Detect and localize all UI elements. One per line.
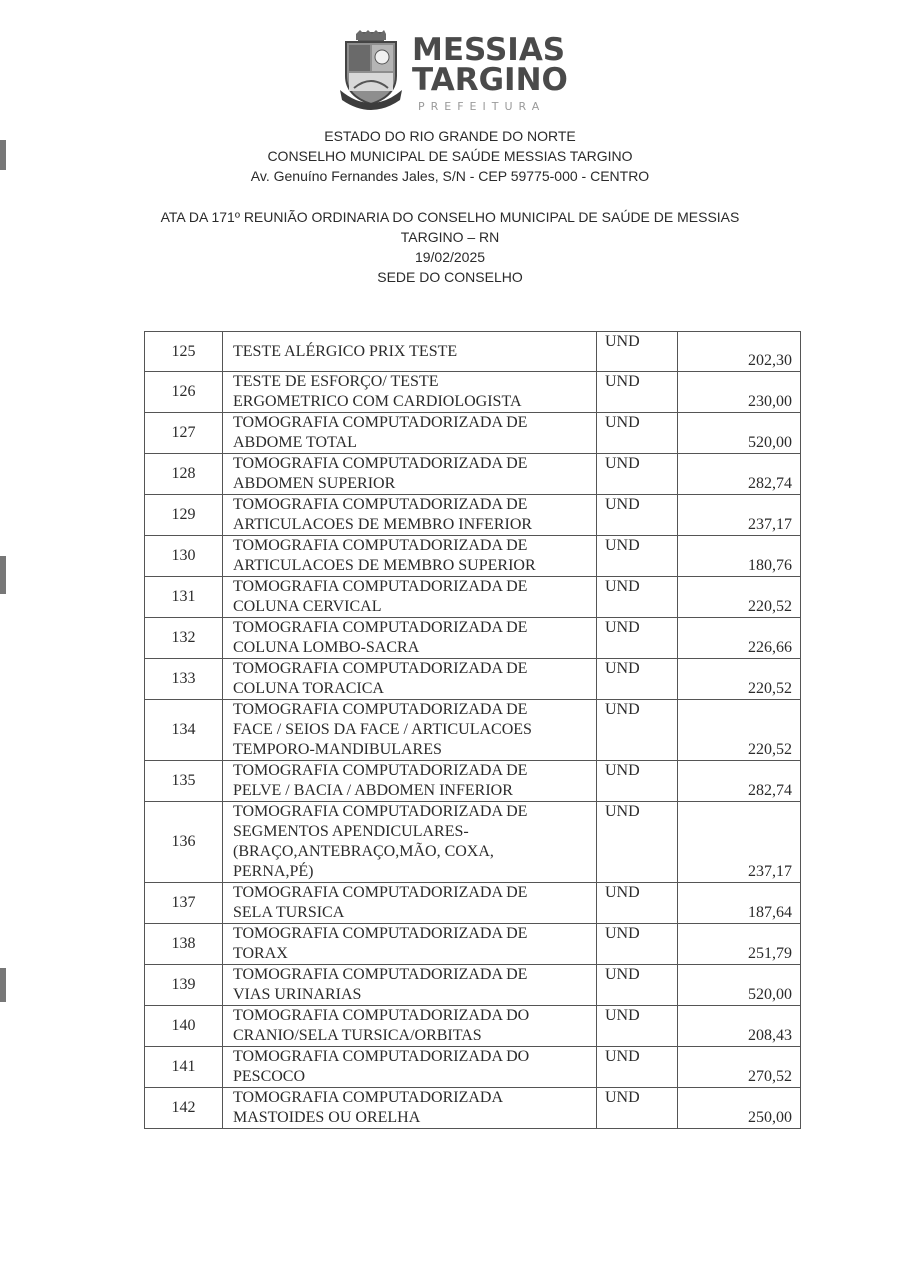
item-unit: UND xyxy=(597,659,678,700)
item-description-line: TOMOGRAFIA COMPUTADORIZADA DE xyxy=(233,803,528,820)
item-description-line: TOMOGRAFIA COMPUTADORIZADA DE xyxy=(233,537,528,554)
table-row xyxy=(145,413,801,454)
item-unit: UND xyxy=(597,454,678,495)
item-unit: UND xyxy=(597,802,678,883)
table-row xyxy=(145,372,801,413)
table-row xyxy=(145,454,801,495)
table-row xyxy=(145,536,801,577)
council-name: CONSELHO MUNICIPAL DE SAÚDE MESSIAS TARGINO xyxy=(267,148,633,164)
item-description-line: TOMOGRAFIA COMPUTADORIZADA DE xyxy=(233,660,528,677)
table-row xyxy=(145,495,801,536)
item-number: 129 xyxy=(145,495,223,536)
logo-text-targino: TARGINO xyxy=(412,62,568,98)
table-row xyxy=(145,924,801,965)
item-value: 180,76 xyxy=(678,536,801,577)
item-unit: UND xyxy=(597,495,678,536)
item-number: 128 xyxy=(145,454,223,495)
item-description-line: SELA TURSICA xyxy=(233,904,345,921)
item-description-line: ERGOMETRICO COM CARDIOLOGISTA xyxy=(233,393,522,410)
item-number: 130 xyxy=(145,536,223,577)
item-description-line: TOMOGRAFIA COMPUTADORIZADA DE xyxy=(233,455,528,472)
item-unit: UND xyxy=(597,577,678,618)
item-description xyxy=(223,924,597,965)
item-number: 133 xyxy=(145,659,223,700)
item-description-line: TOMOGRAFIA COMPUTADORIZADA DE xyxy=(233,414,528,431)
item-number: 137 xyxy=(145,883,223,924)
item-description-line: ARTICULACOES DE MEMBRO INFERIOR xyxy=(233,516,533,533)
item-description-line: PELVE / BACIA / ABDOMEN INFERIOR xyxy=(233,782,513,799)
item-description-line: TESTE ALÉRGICO PRIX TESTE xyxy=(233,342,458,360)
item-unit: UND xyxy=(597,1006,678,1047)
item-value: 520,00 xyxy=(678,965,801,1006)
state-name: ESTADO DO RIO GRANDE DO NORTE xyxy=(324,128,576,144)
item-value: 187,64 xyxy=(678,883,801,924)
logo-text-prefeitura: PREFEITURA xyxy=(418,100,546,113)
item-description-line: SEGMENTOS APENDICULARES- xyxy=(233,823,469,840)
table-row xyxy=(145,700,801,761)
institution-header xyxy=(0,126,900,186)
item-value: 208,43 xyxy=(678,1006,801,1047)
table-row xyxy=(145,761,801,802)
item-number: 127 xyxy=(145,413,223,454)
item-unit: UND xyxy=(597,761,678,802)
item-description xyxy=(223,577,597,618)
item-unit: UND xyxy=(597,618,678,659)
table-row xyxy=(145,883,801,924)
item-description xyxy=(223,495,597,536)
item-unit: UND xyxy=(597,536,678,577)
item-description-line: ARTICULACOES DE MEMBRO SUPERIOR xyxy=(233,557,536,574)
meeting-place: SEDE DO CONSELHO xyxy=(377,269,523,285)
item-unit: UND xyxy=(597,883,678,924)
item-value: 282,74 xyxy=(678,761,801,802)
item-description-line: TOMOGRAFIA COMPUTADORIZADA xyxy=(233,1089,503,1106)
item-description xyxy=(223,1047,597,1088)
item-description-line: COLUNA LOMBO-SACRA xyxy=(233,639,420,656)
item-number: 138 xyxy=(145,924,223,965)
table-row xyxy=(145,659,801,700)
item-value: 202,30 xyxy=(678,332,801,372)
price-table-body xyxy=(145,332,801,1129)
item-description-line: TOMOGRAFIA COMPUTADORIZADA DO xyxy=(233,1007,530,1024)
item-description-line: ABDOME TOTAL xyxy=(233,434,357,451)
item-description xyxy=(223,536,597,577)
price-table xyxy=(144,331,801,1129)
item-description xyxy=(223,700,597,761)
item-description-line: PERNA,PÉ) xyxy=(233,863,314,880)
item-description-line: COLUNA CERVICAL xyxy=(233,598,382,615)
prefeitura-logo xyxy=(338,30,568,116)
table-row xyxy=(145,1006,801,1047)
item-description xyxy=(223,372,597,413)
item-number: 125 xyxy=(145,332,223,372)
item-number: 134 xyxy=(145,700,223,761)
item-description xyxy=(223,965,597,1006)
item-description-line: TOMOGRAFIA COMPUTADORIZADA DE xyxy=(233,925,528,942)
item-description-line: TESTE DE ESFORÇO/ TESTE xyxy=(233,373,439,390)
item-value: 237,17 xyxy=(678,495,801,536)
council-address: Av. Genuíno Fernandes Jales, S/N - CEP 59775-000 - CENTRO xyxy=(250,168,650,184)
item-description-line: TOMOGRAFIA COMPUTADORIZADA DE xyxy=(233,884,528,901)
scan-edge-mark xyxy=(0,556,6,594)
item-description-line: VIAS URINARIAS xyxy=(233,986,362,1003)
item-unit: UND xyxy=(597,924,678,965)
item-description-line: FACE / SEIOS DA FACE / ARTICULACOES xyxy=(233,721,532,738)
item-value: 226,66 xyxy=(678,618,801,659)
item-description xyxy=(223,413,597,454)
item-value: 282,74 xyxy=(678,454,801,495)
item-description xyxy=(223,618,597,659)
item-description xyxy=(223,454,597,495)
item-value: 220,52 xyxy=(678,577,801,618)
item-description-line: TOMOGRAFIA COMPUTADORIZADA DE xyxy=(233,578,528,595)
item-value: 230,00 xyxy=(678,372,801,413)
item-description-line: TORAX xyxy=(233,945,288,962)
item-description-line: CRANIO/SELA TURSICA/ORBITAS xyxy=(233,1027,482,1044)
ata-title-line1: ATA DA 171º REUNIÃO ORDINARIA DO CONSELHO MUNICIPAL DE SAÚDE DE MESSIAS xyxy=(160,209,740,225)
item-unit: UND xyxy=(597,1047,678,1088)
item-description-line: MASTOIDES OU ORELHA xyxy=(233,1109,421,1126)
item-number: 131 xyxy=(145,577,223,618)
item-description-line: PESCOCO xyxy=(233,1068,306,1085)
item-description xyxy=(223,1006,597,1047)
table-row xyxy=(145,802,801,883)
item-description-line: ABDOMEN SUPERIOR xyxy=(233,475,396,492)
item-value: 250,00 xyxy=(678,1088,801,1129)
meeting-date: 19/02/2025 xyxy=(414,249,486,265)
scan-edge-mark xyxy=(0,140,6,170)
ata-title-line2: TARGINO – RN xyxy=(400,229,500,245)
table-row xyxy=(145,1047,801,1088)
item-unit: UND xyxy=(597,965,678,1006)
item-number: 142 xyxy=(145,1088,223,1129)
item-description xyxy=(223,659,597,700)
item-description-line: TOMOGRAFIA COMPUTADORIZADA DE xyxy=(233,701,528,718)
item-description-line: TOMOGRAFIA COMPUTADORIZADA DE xyxy=(233,966,528,983)
table-row xyxy=(145,965,801,1006)
table-row xyxy=(145,332,801,372)
item-unit: UND xyxy=(597,1088,678,1129)
item-description-line: TOMOGRAFIA COMPUTADORIZADA DE xyxy=(233,762,528,779)
item-number: 135 xyxy=(145,761,223,802)
item-number: 140 xyxy=(145,1006,223,1047)
table-row xyxy=(145,618,801,659)
item-description-line: TOMOGRAFIA COMPUTADORIZADA DO xyxy=(233,1048,530,1065)
item-description-line: (BRAÇO,ANTEBRAÇO,MÃO, COXA, xyxy=(233,843,494,860)
item-number: 126 xyxy=(145,372,223,413)
item-value: 251,79 xyxy=(678,924,801,965)
item-value: 220,52 xyxy=(678,659,801,700)
item-number: 136 xyxy=(145,802,223,883)
item-unit: UND xyxy=(597,332,678,372)
item-description xyxy=(223,883,597,924)
item-value: 237,17 xyxy=(678,802,801,883)
item-description-line: TOMOGRAFIA COMPUTADORIZADA DE xyxy=(233,619,528,636)
item-unit: UND xyxy=(597,413,678,454)
item-value: 270,52 xyxy=(678,1047,801,1088)
municipal-crest-icon xyxy=(338,30,404,112)
item-description xyxy=(223,802,597,883)
item-number: 141 xyxy=(145,1047,223,1088)
item-unit: UND xyxy=(597,700,678,761)
item-description xyxy=(223,761,597,802)
table-row xyxy=(145,1088,801,1129)
item-number: 132 xyxy=(145,618,223,659)
item-number: 139 xyxy=(145,965,223,1006)
item-value: 220,52 xyxy=(678,700,801,761)
item-description xyxy=(223,1088,597,1129)
meeting-header xyxy=(0,207,900,287)
item-unit: UND xyxy=(597,372,678,413)
table-row xyxy=(145,577,801,618)
logo-text-messias: MESSIAS xyxy=(412,32,566,68)
item-description-line: TEMPORO-MANDIBULARES xyxy=(233,741,442,758)
item-description-line: COLUNA TORACICA xyxy=(233,680,384,697)
item-description xyxy=(223,332,597,372)
item-value: 520,00 xyxy=(678,413,801,454)
item-description-line: TOMOGRAFIA COMPUTADORIZADA DE xyxy=(233,496,528,513)
scan-edge-mark xyxy=(0,968,6,1002)
